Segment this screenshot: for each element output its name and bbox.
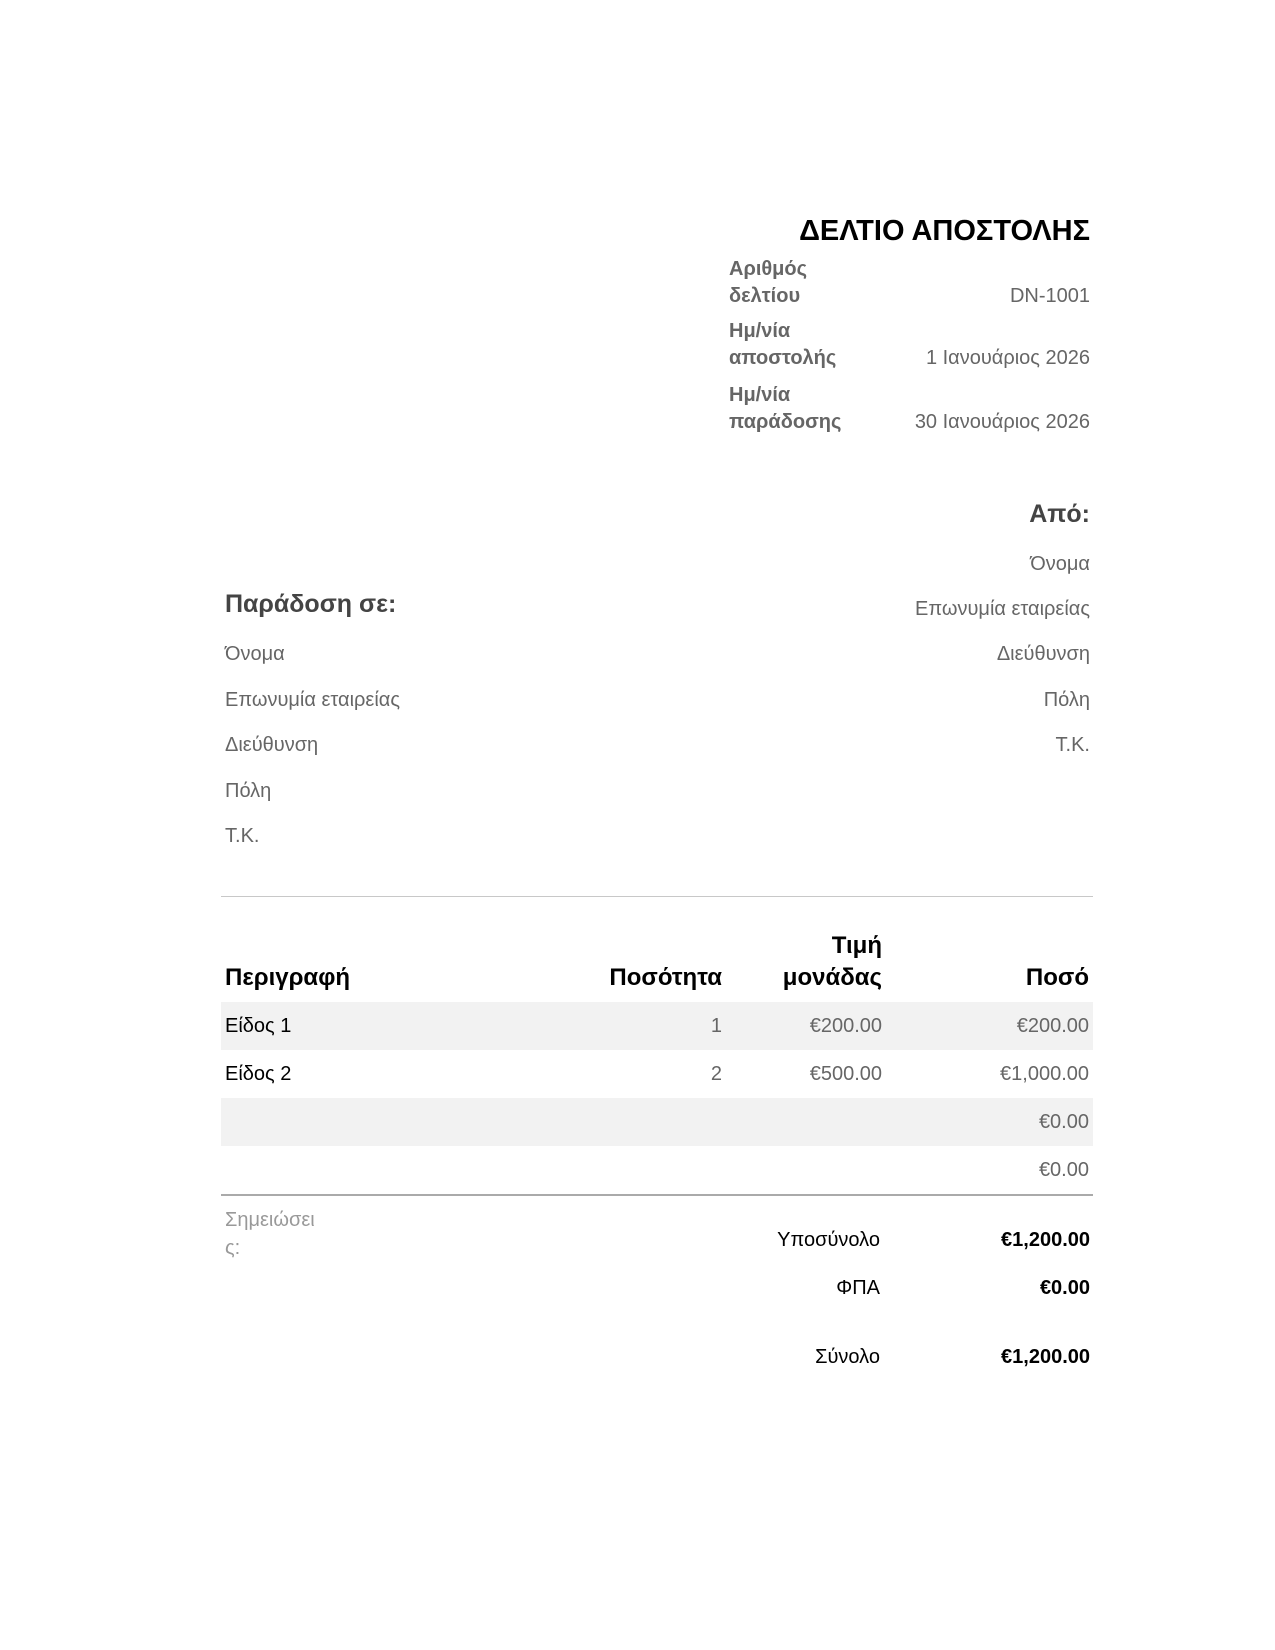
cell-unit-price xyxy=(726,1098,886,1146)
column-header-quantity: Ποσότητα xyxy=(609,964,722,991)
cell-amount: €1,000.00 xyxy=(1000,1063,1089,1085)
cell-unit-price: €500.00 xyxy=(809,1063,882,1085)
sender-address: Διεύθυνση xyxy=(996,643,1090,665)
cell-quantity xyxy=(561,1146,726,1195)
meta-label: Αριθμός δελτίου xyxy=(729,258,808,307)
vat-value: €0.00 xyxy=(1039,1277,1090,1299)
cell-amount: €200.00 xyxy=(886,1002,1093,1050)
items-table xyxy=(221,930,1093,1196)
sender-city: Πόλη xyxy=(1043,689,1090,711)
recipient-city: Πόλη xyxy=(225,780,272,802)
meta-value: 1 Ιανουάριος 2026 xyxy=(925,347,1090,369)
sender-heading: Από: xyxy=(1029,500,1090,528)
column-header-description: Περιγραφή xyxy=(225,964,351,991)
sender-zip: Τ.Κ. xyxy=(1055,734,1090,756)
subtotal-label: Υποσύνολο xyxy=(777,1229,880,1251)
cell-description: Είδος 1 xyxy=(221,1002,561,1050)
cell-description xyxy=(221,1098,561,1146)
meta-row-delivery-note-number xyxy=(729,256,1090,312)
recipient-company: Επωνυμία εταιρείας xyxy=(225,689,400,711)
cell-description xyxy=(221,1146,561,1195)
sender-company: Επωνυμία εταιρείας xyxy=(915,598,1090,620)
section-divider xyxy=(221,896,1093,897)
cell-amount: €0.00 xyxy=(886,1146,1093,1195)
cell-quantity xyxy=(561,1098,726,1146)
notes-label: Σημειώσεις: xyxy=(225,1209,315,1259)
cell-unit-price xyxy=(726,1146,886,1195)
column-header-amount: Ποσό xyxy=(1025,964,1089,991)
cell-unit-price: €200.00 xyxy=(726,1002,886,1050)
meta-label: Ημ/νία αποστολής xyxy=(729,320,837,369)
table-row xyxy=(221,1146,1093,1195)
recipient-name: Όνομα xyxy=(225,643,285,665)
table-header-row xyxy=(221,930,1093,1002)
column-header-unit-price: Τιμή μονάδας xyxy=(782,932,882,991)
meta-row-dispatch-date xyxy=(729,318,1090,374)
subtotal-value: €1,200.00 xyxy=(1001,1229,1090,1251)
table-row xyxy=(221,1098,1093,1146)
cell-quantity: 2 xyxy=(710,1063,722,1085)
cell-quantity: 1 xyxy=(561,1002,726,1050)
document-title: ΔΕΛΤΙΟ ΑΠΟΣΤΟΛΗΣ xyxy=(799,215,1090,247)
recipient-address: Διεύθυνση xyxy=(225,734,319,756)
recipient-heading: Παράδοση σε: xyxy=(225,590,397,618)
meta-row-delivery-date xyxy=(729,382,1090,438)
cell-description: Είδος 2 xyxy=(225,1063,292,1085)
meta-value: DN-1001 xyxy=(1009,285,1090,307)
cell-amount: €0.00 xyxy=(886,1098,1093,1146)
meta-value: 30 Ιανουάριος 2026 xyxy=(914,411,1090,433)
sender-name: Όνομα xyxy=(1030,553,1090,575)
total-label: Σύνολο xyxy=(815,1346,880,1368)
recipient-zip: Τ.Κ. xyxy=(225,825,260,847)
total-value: €1,200.00 xyxy=(1001,1346,1090,1368)
vat-label: ΦΠΑ xyxy=(836,1277,880,1299)
table-row xyxy=(221,1050,1093,1098)
table-row xyxy=(221,1002,1093,1050)
meta-label: Ημ/νία παράδοσης xyxy=(729,384,842,433)
